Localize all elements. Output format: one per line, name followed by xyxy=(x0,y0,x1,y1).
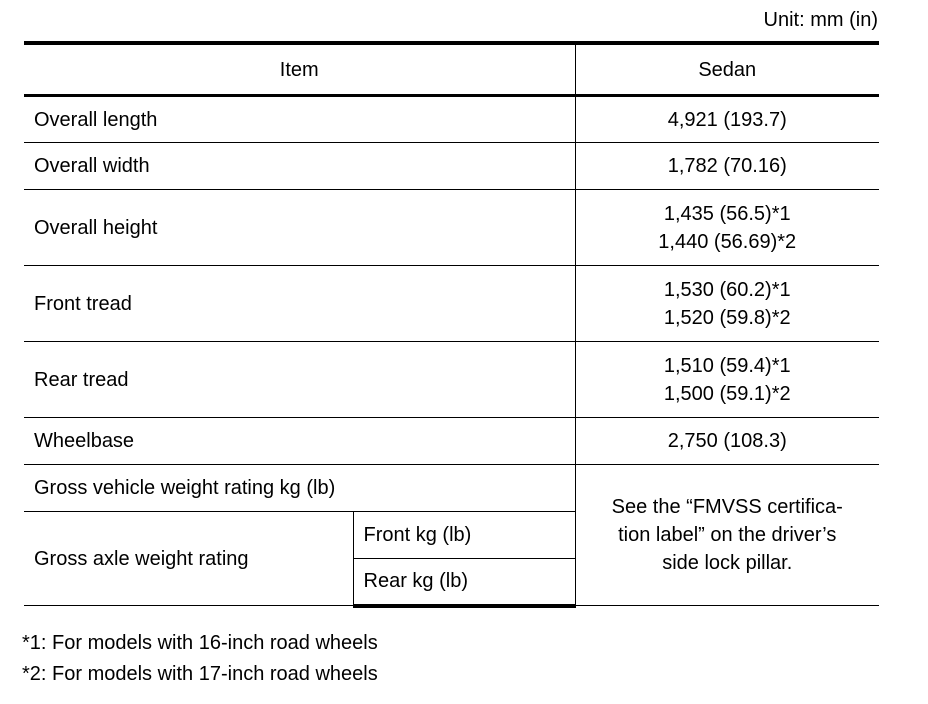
footnote-1: *1: For models with 16-inch road wheels xyxy=(22,632,378,654)
row-item: Front tread xyxy=(24,266,575,342)
row-value: 1,435 (56.5)*1 1,440 (56.69)*2 xyxy=(575,190,879,266)
row-value: 4,921 (193.7) xyxy=(575,96,879,143)
table-row xyxy=(24,143,879,190)
table-row xyxy=(24,190,879,266)
table-header-row xyxy=(24,43,879,96)
table-row xyxy=(24,96,879,143)
unit-label: Unit: mm (in) xyxy=(763,9,878,31)
row-item: Overall height xyxy=(24,190,575,266)
row-value: 1,510 (59.4)*1 1,500 (59.1)*2 xyxy=(575,342,879,418)
table-row-gross-vehicle xyxy=(24,465,879,512)
row-value: 1,530 (60.2)*1 1,520 (59.8)*2 xyxy=(575,266,879,342)
dimensions-table xyxy=(24,41,879,608)
header-item: Item xyxy=(24,43,575,96)
row-value: 1,782 (70.16) xyxy=(575,143,879,190)
gross-axle-weight-label: Gross axle weight rating xyxy=(24,512,353,606)
footnotes xyxy=(22,628,378,690)
rear-kg-label: Rear kg (lb) xyxy=(353,559,575,606)
fmvss-note: See the “FMVSS certifica- tion label” on the driver’s side lock pillar. xyxy=(575,465,879,606)
table-row xyxy=(24,342,879,418)
row-item: Rear tread xyxy=(24,342,575,418)
footnote-2: *2: For models with 17-inch road wheels xyxy=(22,663,378,685)
row-item: Overall width xyxy=(24,143,575,190)
row-item: Overall length xyxy=(24,96,575,143)
row-value: 2,750 (108.3) xyxy=(575,418,879,465)
front-kg-label: Front kg (lb) xyxy=(353,512,575,559)
table-row xyxy=(24,418,879,465)
gross-vehicle-weight-label: Gross vehicle weight rating kg (lb) xyxy=(24,465,575,512)
row-item: Wheelbase xyxy=(24,418,575,465)
header-sedan: Sedan xyxy=(575,43,879,96)
table-row xyxy=(24,266,879,342)
